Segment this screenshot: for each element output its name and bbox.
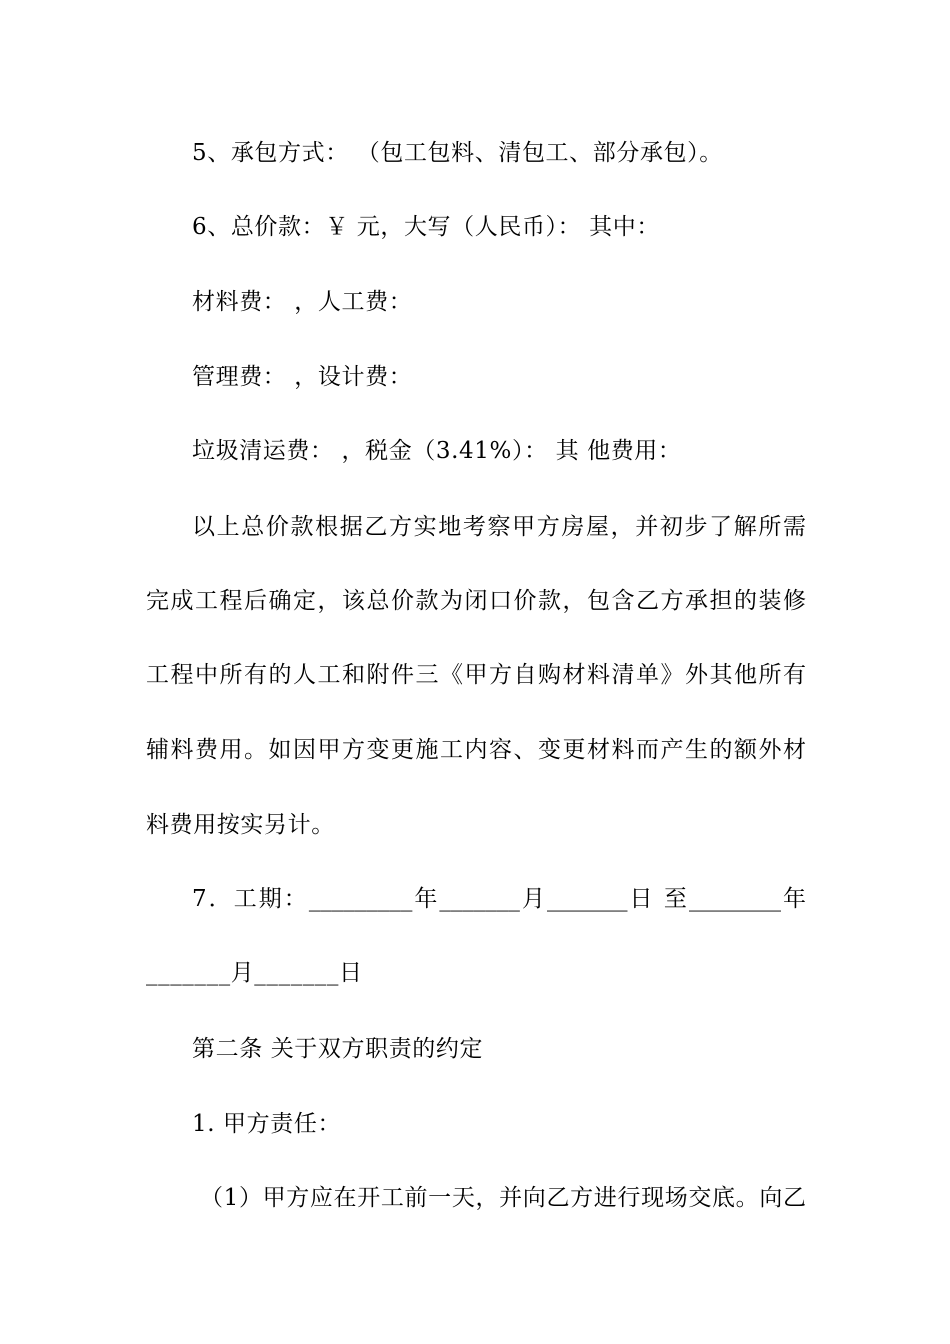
paragraph-price-line-3: 工程中所有的人工和附件三《甲方自购材料清单》外其他所有 — [146, 662, 806, 688]
party-a-responsibility-heading: 1. 甲方责任： — [192, 1111, 342, 1137]
line-management-design-fee: 管理费： ，设计费： — [192, 364, 413, 390]
paragraph-price-line-4: 辅料费用。如因甲方变更施工内容、变更材料而产生的额外材 — [146, 737, 806, 763]
clause-duration-line-2: _______月_______日 — [146, 960, 363, 986]
clause-total-price: 6、总价款：￥ 元，大写（人民币）： 其中： — [192, 214, 660, 240]
article-two-heading: 第二条 关于双方职责的约定 — [192, 1036, 484, 1062]
paragraph-price-line-5: 料费用按实另计。 — [146, 812, 335, 838]
clause-duration-line-1: 7．工期：_________年_______月_______日 至________年 — [192, 886, 806, 912]
line-garbage-tax-other-fee: 垃圾清运费： ，税金（3.41%）： 其 他费用： — [192, 438, 682, 464]
clause-contract-method: 5、承包方式： （包工包料、清包工、部分承包）。 — [192, 140, 723, 166]
party-a-responsibility-item-1: （1）甲方应在开工前一天，并向乙方进行现场交底。向乙 — [200, 1185, 806, 1211]
paragraph-price-line-1: 以上总价款根据乙方实地考察甲方房屋，并初步了解所需 — [192, 514, 806, 540]
paragraph-price-line-2: 完成工程后确定，该总价款为闭口价款，包含乙方承担的装修 — [146, 588, 806, 614]
line-material-labor-fee: 材料费： ，人工费： — [192, 289, 413, 315]
